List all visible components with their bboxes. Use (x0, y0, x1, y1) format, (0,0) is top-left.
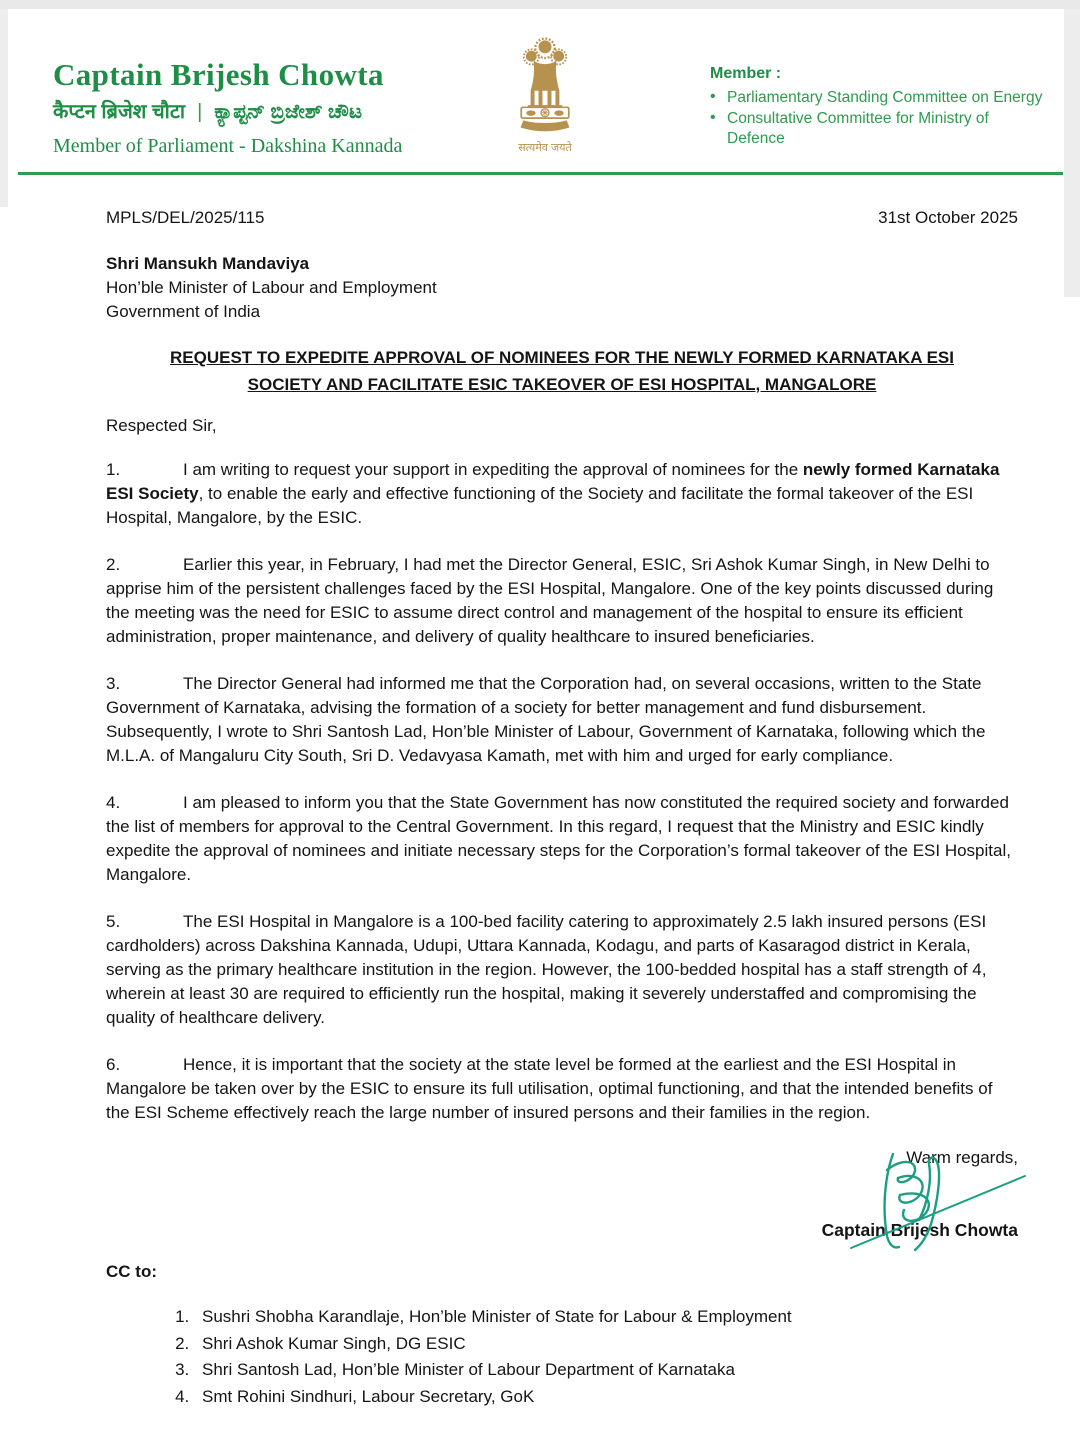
paragraph-number: 2. (106, 555, 121, 574)
membership-item: • Parliamentary Standing Committee on Energy (710, 88, 1050, 107)
paragraph-number: 1. (106, 460, 121, 479)
membership-list (710, 88, 1050, 148)
cc-item: 3. Shri Santosh Lad, Hon’ble Minister of Labour Department of Karnataka (194, 1357, 1018, 1384)
paragraph-number: 3. (106, 674, 121, 693)
meta-row (106, 208, 1018, 228)
membership-item: • Consultative Committee for Ministry of Defence (710, 109, 1050, 148)
memberships-block (710, 65, 1050, 150)
paragraph-number: 6. (106, 1055, 121, 1074)
national-emblem (495, 31, 595, 155)
recipient-name: Shri Mansukh Mandaviya (106, 254, 310, 273)
signatory-name: Captain Brijesh Chowta (821, 1220, 1018, 1240)
letter-body (106, 198, 1018, 1410)
sender-name-vernacular (53, 100, 402, 124)
cc-list (106, 1304, 1018, 1410)
scan-edge-top (0, 0, 1080, 9)
paragraphs (106, 458, 1018, 1125)
closing-block (106, 1148, 1018, 1240)
paragraph-text: I am writing to request your support in expediting the approval of nominees for the (183, 460, 803, 479)
closing-regards: Warm regards, (906, 1148, 1018, 1167)
recipient-title: Hon’ble Minister of Labour and Employment (106, 278, 437, 297)
paragraph-text: The ESI Hospital in Mangalore is a 100-bed facility catering to approximately 2.5 lakh insured persons (ESI cardholders) across Dakshina Kannada, Udupi, Uttara Kannada, Kodagu, and parts of Kasaragod district in Kerala, serving as the primary healthcare institution in the region. However, the 100-bedded hospital has a staff strength of 4, wherein at least 30 are required to efficiently run the hospital, making it severely understaffed and compromising the quality of healthcare delivery. (106, 912, 987, 1027)
paragraph-text: Earlier this year, in February, I had met the Director General, ESIC, Sri Ashok Kumar Singh, in New Delhi to apprise him of the persistent challenges faced by the ESI Hospital, Mangalore. One of the key points discussed during the meeting was the need for ESIC to assume direct control and management of the hospital to ensure its efficient administration, proper maintenance, and delivery of quality healthcare to insured beneficiaries. (106, 555, 994, 646)
paragraph-text: The Director General had informed me that the Corporation had, on several occasions, written to the State Government of Karnataka, advising the formation of a society for better management and fund disbursement. Subsequently, I wrote to Shri Santosh Lad, Hon’ble Minister of Labour, Government of Karnataka, following which the M.L.A. of Mangaluru City South, Sri D. Vedavyasa Kamath, met with him and urged for early compliance. (106, 674, 986, 765)
subject-line (106, 344, 1018, 398)
sender-name-hindi: कैप्टन ब्रिजेश चौटा (53, 100, 186, 123)
cc-item: 1. Sushri Shobha Karandlaje, Hon’ble Minister of State for Labour & Employment (194, 1304, 1018, 1331)
letter-paragraph (106, 791, 1018, 887)
subject-line-text: SOCIETY AND FACILITATE ESIC TAKEOVER OF ESI HOSPITAL, MANGALORE (247, 375, 877, 394)
recipient-block (106, 252, 1018, 324)
scan-edge-right (1064, 9, 1080, 297)
salutation: Respected Sir, (106, 416, 217, 435)
member-heading: Member : (710, 65, 782, 82)
paragraph-text: I am pleased to inform you that the State Government has now constituted the required society and forwarded the list of members for approval to the Central Government. In this regard, I request that the Ministry and ESIC kindly expedite the approval of nominees and initiate necessary steps for the Corporation’s formal takeover of the ESI Hospital, Mangalore. (106, 793, 1011, 884)
sender-identity (53, 59, 402, 158)
separator: | (197, 100, 203, 123)
sender-name: Captain Brijesh Chowta (53, 57, 384, 92)
recipient-org: Government of India (106, 302, 261, 321)
reference-number: MPLS/DEL/2025/115 (106, 208, 265, 227)
sender-role: Member of Parliament - Dakshina Kannada (53, 134, 403, 157)
cc-block (106, 1262, 1018, 1410)
letter-paragraph (106, 553, 1018, 649)
cc-label: CC to: (106, 1262, 157, 1281)
subject-line-text: REQUEST TO EXPEDITE APPROVAL OF NOMINEES FOR THE NEWLY FORMED KARNATAKA ESI (170, 348, 954, 367)
paragraph-number: 4. (106, 793, 121, 812)
letter-date: 31st October 2025 (878, 208, 1018, 227)
paragraph-text-bold: newly formed Karnataka ESI Society (106, 460, 1000, 503)
cc-item: 4. Smt Rohini Sindhuri, Labour Secretary, GoK (194, 1384, 1018, 1411)
scan-edge-left (0, 9, 8, 207)
national-emblem-icon (509, 31, 581, 139)
paragraph-text: , to enable the early and effective functioning of the Society and facilitate the formal takeover of the ESI Hospital, Mangalore, by the ESIC. (106, 484, 974, 527)
letter-paragraph (106, 672, 1018, 768)
emblem-motto: सत्यमेव जयते (518, 142, 572, 154)
letter-paragraph (106, 458, 1018, 530)
cc-item: 2. Shri Ashok Kumar Singh, DG ESIC (194, 1331, 1018, 1358)
letterhead (8, 9, 1064, 172)
paragraph-text: Hence, it is important that the society at the state level be formed at the earliest and the ESI Hospital in Mangalore be taken over by the ESIC to ensure its full utilisation, optimal functioning, and that the intended benefits of the ESI Scheme effectively reach the large number of insured persons and their families in the region. (106, 1055, 993, 1122)
sender-name-kannada: ಕ್ಯಾಪ್ಟನ್ ಬ್ರಿಜೇಶ್ ಚೌಟ (214, 100, 363, 123)
letter-paragraph (106, 1053, 1018, 1125)
letter-paragraph (106, 910, 1018, 1030)
paragraph-number: 5. (106, 912, 121, 931)
letterhead-divider (18, 172, 1063, 175)
